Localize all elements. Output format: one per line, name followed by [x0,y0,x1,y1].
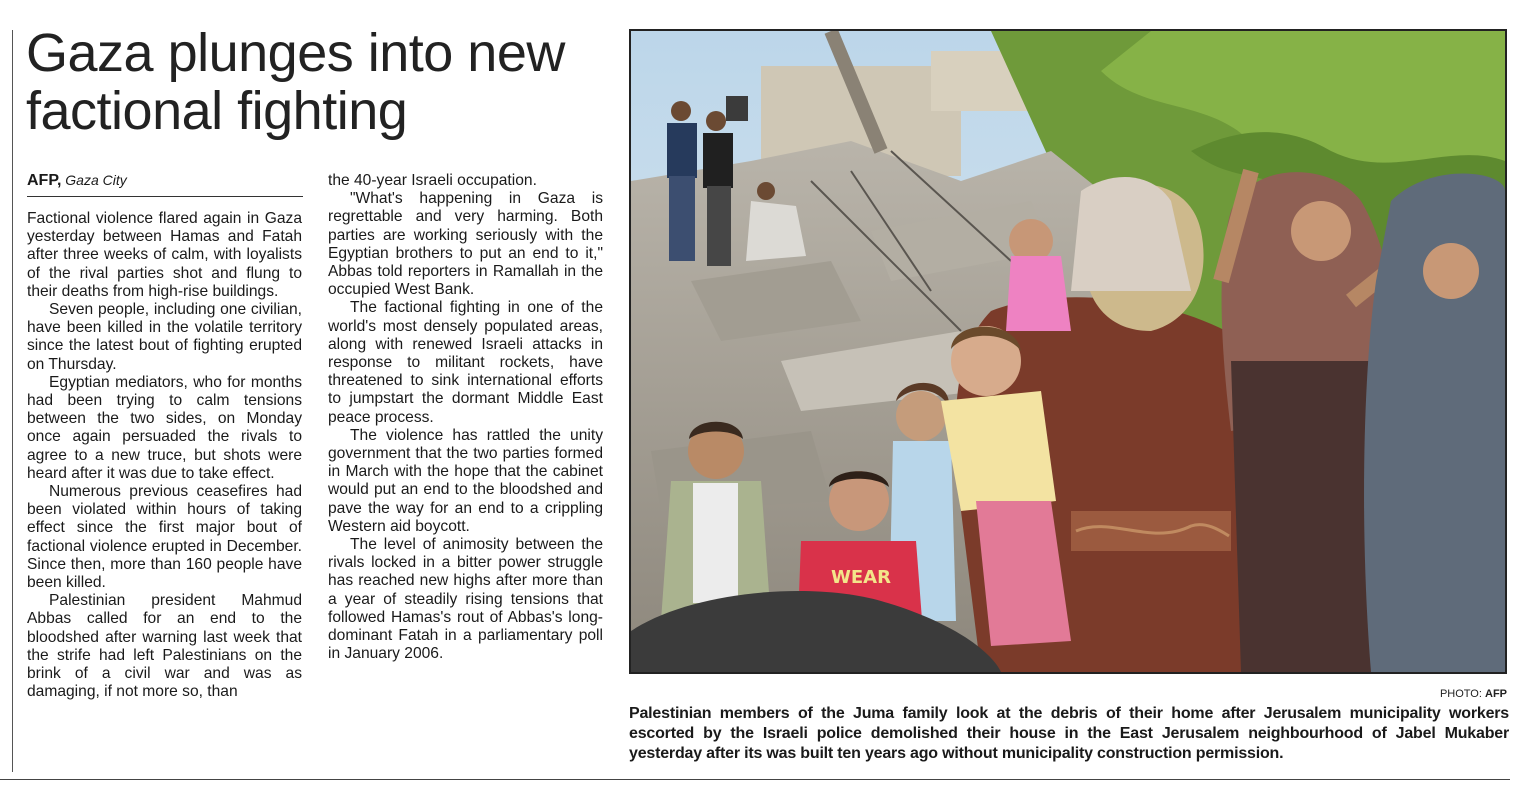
byline-agency: AFP, [27,172,62,189]
article-column-2 [328,172,603,663]
photo-credit [1380,688,1507,700]
bottom-rule [0,779,1510,780]
paragraph: the 40-year Israeli occupation. [328,172,537,189]
paragraph: The level of animosity between the rivals locked in a bitter power struggle has reached new highs after more than a year of steadily rising tensions that followed Hamas's rout of Abbas's long-dominant Fatah in a parliamentary poll in January 2006. [328,536,603,663]
paragraph: Factional violence flared again in Gaza yesterday between Hamas and Fatah after three weeks of calm, with loyalists of the rival parties shot and flung to their deaths from high-rise buildings. [27,210,302,300]
woman-right-scarf [1364,174,1505,673]
photo-credit-label: PHOTO: [1439,688,1482,700]
photo-caption: Palestinian members of the Juma family look at the debris of their home after Jerusalem municipality workers escorted by the Israeli police demolished their house in the East Jerusalem neighbourhood of Jabel Mukaber yesterday after its was built ten years ago without municipality construction permission. [629,705,1509,762]
paragraph: The violence has rattled the unity government that the two parties formed in March with the hope that the cabinet would put an end to the bloodshed and pave the way for an end to a crippling Western aid boycott. [328,426,603,535]
man-standing-second [703,111,733,266]
paragraph: Seven people, including one civilian, have been killed in the volatile territory since the latest bout of fighting erupted on Thursday. [27,301,302,373]
byline [27,172,303,197]
water-tank [726,96,748,121]
paragraph: "What's happening in Gaza is regrettable and very harming. Both parties are working seriously with the Egyptian brothers to put an end to it," Abbas told reporters in Ramallah in the occupied West Bank. [328,190,603,299]
paragraph: The factional fighting in one of the world's most densely populated areas, along with renewed Israeli attacks in response to militant rockets, have threatened to sink international efforts to jumpstart the dormant Middle East peace process. [328,299,603,426]
paragraph: Numerous previous ceasefires had been violated within hours of taking effect since the first major bout of factional violence erupted in December. Since then, more than 160 people have been killed. [27,483,302,592]
shirt-print-text: WEAR [831,567,891,588]
article-column-1 [27,210,302,701]
paragraph: Egyptian mediators, who for months had been trying to calm tensions between the two sides, on Monday once again persuaded the rivals to agree to a new truce, but shots were heard after it was due to take effect. [27,373,302,482]
paragraph: Palestinian president Mahmud Abbas called for an end to the bloodshed after warning last week that the strife had left Palestinians on the brink of a civil war and was as damaging, if not more so, than [27,592,302,701]
photo-credit-source: AFP [1485,688,1507,700]
news-photo [629,29,1507,674]
byline-place: Gaza City [65,172,127,188]
left-column-rule [12,30,13,772]
headline: Gaza plunges into new factional fighting [26,23,565,141]
photo-illustration [631,31,1505,672]
man-standing-left [667,101,697,261]
